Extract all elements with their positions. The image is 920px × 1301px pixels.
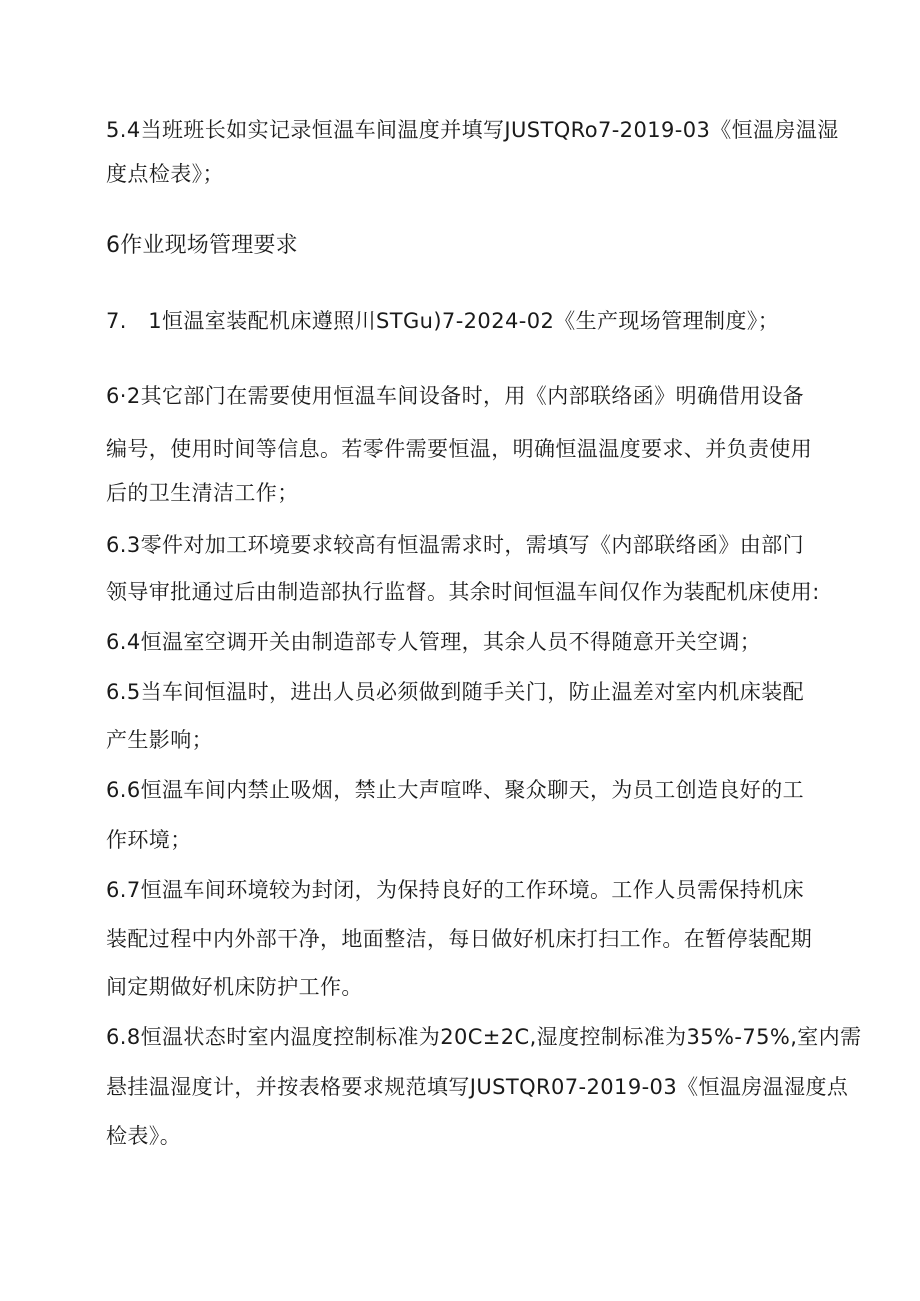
section-6-heading: 6作业现场管理要求 [106, 233, 298, 258]
clause-6-8-line-3: 检表》。 [106, 1124, 182, 1148]
clause-6-2-line-1: 6·2其它部门在需要使用恒温车间设备时，用《内部联络函》明确借用设备 [106, 384, 804, 408]
clause-6-7-line-3: 间定期做好机床防护工作。 [106, 975, 363, 999]
clause-6-2-line-2: 编号，使用时间等信息。若零件需要恒温，明确恒温温度要求、并负责使用 [106, 437, 813, 461]
clause-6-4-line: 6.4恒温室空调开关由制造部专人管理，其余人员不得随意开关空调； [106, 630, 762, 654]
clause-6-1-line: 7. 1恒温室装配机床遵照川STGu)7-2024-02《生产现场管理制度》； [106, 309, 780, 333]
clause-6-7-line-2: 装配过程中内外部干净，地面整洁，每日做好机床打扫工作。在暂停装配期 [106, 927, 813, 951]
clause-6-7-line-1: 6.7恒温车间环境较为封闭，为保持良好的工作环境。工作人员需保持机床 [106, 878, 804, 902]
clause-6-3-line-1: 6.3零件对加工环境要求较高有恒温需求时，需填写《内部联络函》由部门 [106, 533, 804, 557]
clause-5-4-line-1: 5.4当班班长如实记录恒温车间温度并填写JUSTQRo7-2019-03《恒温房温湿 [106, 118, 839, 142]
clause-6-6-line-2: 作环境； [106, 828, 192, 852]
clause-6-2-line-3: 后的卫生清洁工作； [106, 481, 299, 505]
clause-6-6-line-1: 6.6恒温车间内禁止吸烟，禁止大声喧哗、聚众聊天，为员工创造良好的工 [106, 778, 804, 802]
clause-6-3-line-2: 领导审批通过后由制造部执行监督。其余时间恒温车间仅作为装配机床使用: [106, 580, 820, 604]
clause-5-4-line-2: 度点检表》； [106, 162, 224, 186]
clause-6-5-line-1: 6.5当车间恒温时，进出人员必须做到随手关门，防止温差对室内机床装配 [106, 680, 804, 704]
clause-6-8-line-2: 悬挂温湿度计，并按表格要求规范填写JUSTQR07-2019-03《恒温房温湿度点 [106, 1075, 849, 1099]
clause-6-8-line-1: 6.8恒温状态时室内温度控制标准为20C±2C,湿度控制标准为35%-75%,室内需 [106, 1025, 862, 1049]
clause-6-5-line-2: 产生影响； [106, 728, 213, 752]
